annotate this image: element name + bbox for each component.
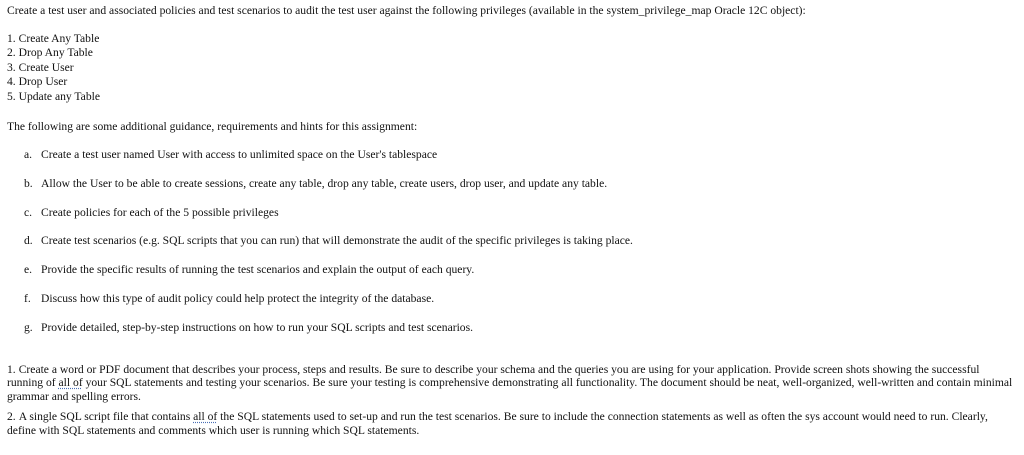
guidance-text: Discuss how this type of audit policy could help protect the integrity of the database.	[41, 291, 435, 305]
guidance-text: Provide the specific results of running the test scenarios and explain the output of each query.	[41, 263, 475, 277]
privilege-item: 1. Create Any Table	[7, 32, 100, 45]
guidance-text: Create policies for each of the 5 possible privileges	[41, 205, 279, 219]
spellcheck-marked-text: all of	[58, 376, 83, 390]
guidance-letter: f.	[24, 291, 31, 305]
intro-text: Create a test user and associated policies and test scenarios to audit the test user against the following privileges (available in the system_privilege_map Oracle 12C object):	[7, 4, 806, 17]
privilege-item: 4. Drop User	[7, 75, 68, 89]
deliverable-text: your SQL statements and testing your scenarios. Be sure your testing is comprehensive demonstrating all functionality. The document should be neat, well-organized, well-written and contain minimal grammar and spelling errors.	[7, 376, 1013, 403]
guidance-letter: e.	[24, 263, 33, 277]
guidance-intro-text: The following are some additional guidance, requirements and hints for this assignment:	[7, 120, 418, 133]
guidance-letter: g.	[24, 320, 33, 334]
deliverable-text: Create a word or PDF document that describes your process, steps and results. Be sure to describe your schema and the queries you are using for your application. Provide screen shots showing the successful running of	[7, 363, 980, 390]
spellcheck-marked-text: all of	[193, 410, 218, 424]
guidance-text: Allow the User to be able to create sessions, create any table, drop any table, create users, drop user, and update any table.	[41, 176, 608, 190]
guidance-letter: b.	[24, 176, 33, 190]
deliverable-sql-script	[7, 410, 1015, 437]
guidance-letter: d.	[24, 234, 33, 248]
privilege-item: 3. Create User	[7, 60, 74, 74]
deliverable-text: A single SQL script file that contains	[18, 410, 194, 424]
deliverables	[7, 363, 1015, 444]
guidance-text: Create test scenarios (e.g. SQL scripts that you can run) that will demonstrate the audit of the specific privileges is taking place.	[41, 234, 633, 248]
deliverable-document	[7, 363, 1015, 403]
guidance-letter: c.	[24, 205, 33, 219]
deliverable-number: 2.	[7, 410, 16, 424]
privilege-item: 2. Drop Any Table	[7, 46, 93, 60]
deliverable-number: 1.	[7, 363, 16, 376]
privilege-list	[7, 32, 100, 104]
privilege-item: 5. Update any Table	[7, 89, 100, 103]
guidance-text: Provide detailed, step-by-step instructions on how to run your SQL scripts and test scenarios.	[41, 320, 474, 334]
guidance-letter: a.	[24, 148, 33, 161]
deliverable-text: the SQL statements used to set-up and run the test scenarios. Be sure to include the connection statements as well as often the sys account would need to run. Clearly, define with SQL statements and comments which user is running which SQL statements.	[7, 410, 988, 437]
guidance-text: Create a test user named User with access to unlimited space on the User's tablespace	[41, 148, 438, 161]
